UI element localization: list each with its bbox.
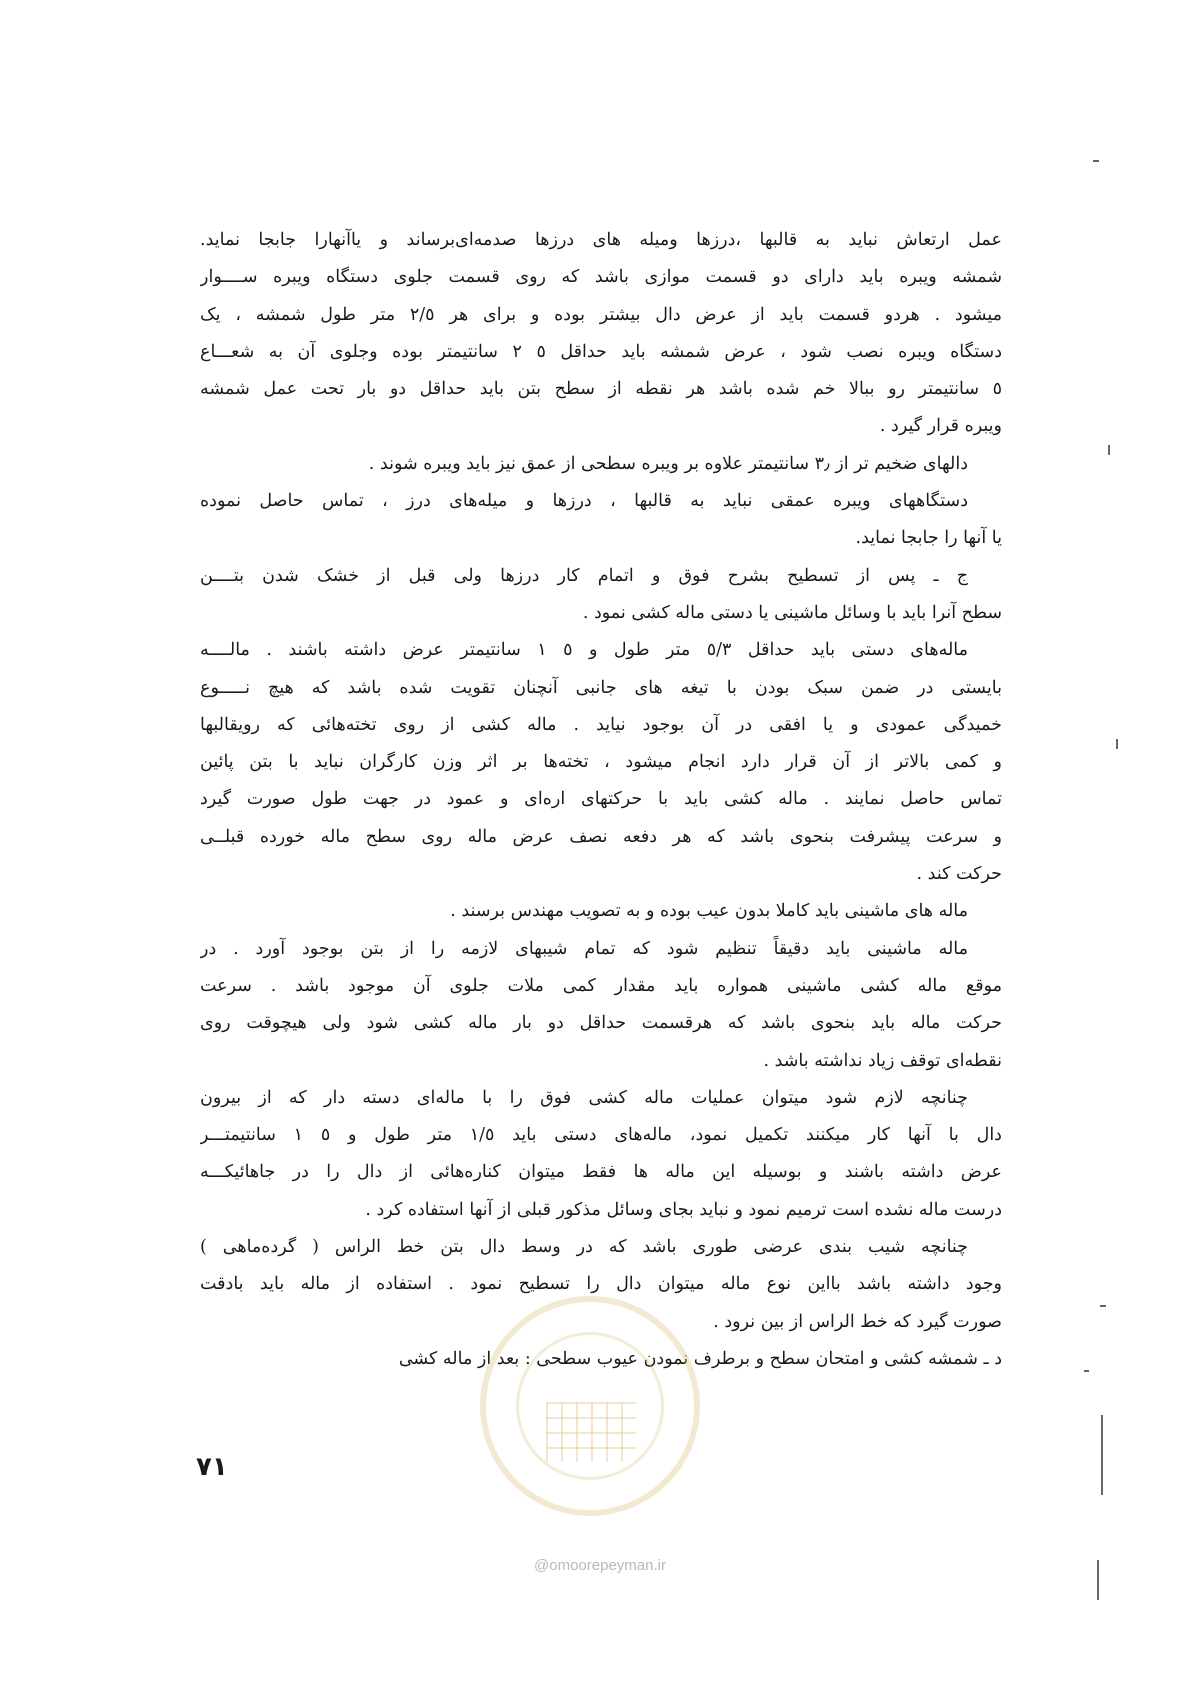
- text-line: ماله ماشینی باید دقیقاً تنظیم شود که تمام شیبهای لازمه را از بتن بوجود آورد . در: [200, 938, 968, 959]
- text-line: حرکت ماله باید بنحوی باشد که هرقسمت حداقل دو بار ماله کشی شود ولی هیچوقت روی: [200, 1013, 1002, 1034]
- text-line: عرض داشته باشند و بوسیله این ماله ها فقط میتوان کناره‌هائی از دال را در جاهائیکـــه: [200, 1162, 1002, 1183]
- scan-mark: [1097, 1560, 1099, 1600]
- text-line: دالهای ضخیم تر از ۳٫ سانتیمتر علاوه بر ویبره سطحی از عمق نیز باید ویبره شوند .: [368, 453, 968, 474]
- scan-mark: [1100, 1305, 1106, 1307]
- page-number: ۷۱: [196, 1452, 228, 1482]
- paragraph: [200, 446, 1002, 483]
- body-text: [200, 222, 1002, 1378]
- watermark-text: @omoorepeyman.ir: [534, 1557, 666, 1574]
- paragraph: [200, 483, 1002, 558]
- text-line: یا آنها را جابجا نماید.: [855, 528, 1002, 549]
- text-line: بایستی در ضمن سبک بودن با تیغه های جانبی آنچنان تقویت شده باشد که هیچ نـــــوع: [200, 677, 1002, 698]
- text-line: سطح آنرا باید با وسائل ماشینی یا دستی ماله کشی نمود .: [582, 602, 1002, 623]
- scan-mark: [1116, 739, 1118, 749]
- watermark-seal-icon: [480, 1296, 700, 1516]
- text-line: چنانچه لازم شود میتوان عملیات ماله کشی فوق را با ماله‌ای دسته دار که از بیرون: [200, 1087, 968, 1108]
- text-line: تماس حاصل نمایند . ماله کشی باید با حرکتهای اره‌ای و عمود در جهت طول صورت گیرد: [200, 789, 1002, 810]
- text-line: و کمی بالاتر از آن قرار دارد انجام میشود ، تخته‌ها بر اثر وزن کارگران نباید با بتن پائین: [200, 752, 1002, 773]
- text-line: وجود داشته باشد بااین نوع ماله میتوان دال را تسطیح نمود . استفاده از ماله باید بادقت: [200, 1274, 1002, 1295]
- text-line: دستگاه ویبره نصب شود ، عرض شمشه باید حداقل ٥ ۲ سانتیمتر بوده وجلوی آن به شعـــاع: [200, 341, 1002, 362]
- paragraph: [200, 931, 1002, 1080]
- paragraph: [200, 893, 1002, 930]
- text-line: عمل ارتعاش نباید به قالبها ،درزها ومیله های درزها صدمه‌ای‌برساند و یاآنهارا جابجا نماید.: [200, 230, 1002, 250]
- scan-mark: [1101, 1415, 1103, 1495]
- text-line: میشود . هردو قسمت باید از عرض دال بیشتر بوده و برای هر ۲/٥ متر طول شمشه ، یک: [200, 304, 1002, 325]
- text-line: ٥ سانتیمتر رو ببالا خم شده باشد هر نقطه از سطح بتن باید حداقل دو بار تحت عمل شمشه: [200, 379, 1002, 400]
- text-line: موقع ماله کشی ماشینی همواره باید مقدار کمی ملات جلوی آن موجود باشد . سرعت: [200, 975, 1002, 996]
- text-line: ماله‌های دستی باید حداقل ٥/۳ متر طول و ٥ ۱ سانتیمتر عرض داشته باشند . مالــــه: [200, 640, 968, 661]
- text-line: ماله های ماشینی باید کاملا بدون عیب بوده و به تصویب مهندس برسند .: [450, 901, 968, 922]
- text-line: چنانچه شیب بندی عرضی طوری باشد که در وسط دال بتن خط الراس ( گرده‌ماهی ): [200, 1237, 968, 1258]
- text-line: درست ماله نشده است ترمیم نمود و نباید بجای وسائل مذکور قبلی از آنها استفاده کرد .: [365, 1199, 1002, 1220]
- paragraph: [200, 1080, 1002, 1229]
- scan-mark: [1108, 445, 1110, 455]
- scan-mark: [1084, 1370, 1089, 1372]
- text-line: ج ـ پس از تسطیح بشرح فوق و اتمام کار درزها ولی قبل از خشک شدن بتــــن: [200, 565, 968, 586]
- text-line: دستگاههای ویبره عمقی نباید به قالبها ، درزها و میله‌های درز ، تماس حاصل نموده: [200, 491, 968, 512]
- text-line: شمشه ویبره باید دارای دو قسمت موازی باشد که روی قسمت جلوی دستگاه ویبره ســــوار: [200, 267, 1002, 288]
- text-line: حرکت کند .: [916, 864, 1002, 885]
- paragraph: [200, 558, 1002, 633]
- text-line: ویبره قرار گیرد .: [879, 416, 1002, 437]
- text-line: د ـ شمشه کشی و امتحان سطح و برطرف نمودن عیوب سطحی : بعد از ماله کشی: [398, 1348, 1002, 1369]
- paragraph: [200, 632, 1002, 893]
- text-line: خمیدگی عمودی و یا افقی در آن بوجود نیاید . ماله کشی از روی تخته‌هائی که رویقالبها: [200, 714, 1002, 735]
- text-line: نقطه‌ای توقف زیاد نداشته باشد .: [763, 1050, 1002, 1071]
- text-line: دال با آنها کار میکنند تکمیل نمود، ماله‌های دستی باید ۱/٥ متر طول و ٥ ۱ سانتیمتـــر: [200, 1125, 1002, 1146]
- scan-mark: [1093, 160, 1099, 162]
- paragraph: [200, 222, 1002, 446]
- text-line: صورت گیرد که خط الراس از بین نرود .: [713, 1311, 1002, 1332]
- text-line: و سرعت پیشرفت بنحوی باشد که هر دفعه نصف عرض ماله روی سطح ماله خورده قبلــی: [200, 826, 1002, 847]
